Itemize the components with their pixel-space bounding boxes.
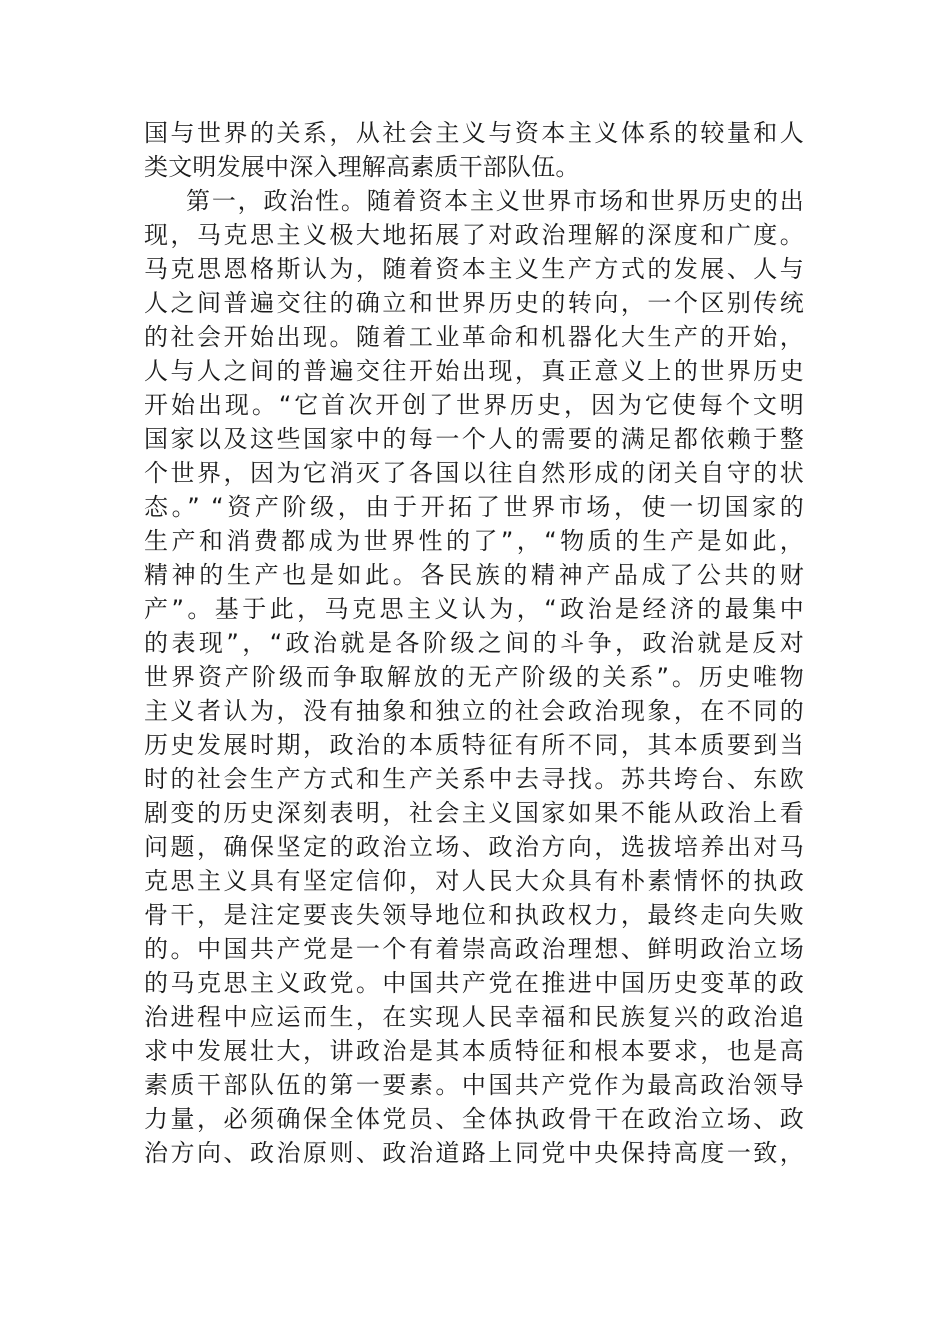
text-line: 人与人之间的普遍交往开始出现，真正意义上的世界历史 (144, 357, 804, 385)
text-line: 国与世界的关系，从社会主义与资本主义体系的较量和人 (144, 119, 804, 147)
body-text (144, 116, 804, 1170)
text-line: 马克思恩格斯认为，随着资本主义生产方式的发展、人与 (144, 255, 804, 283)
text-line: 人之间普遍交往的确立和世界历史的转向，一个区别传统 (144, 289, 804, 317)
text-line: 的。中国共产党是一个有着崇高政治理想、鲜明政治立场 (144, 935, 804, 963)
text-line: 问题，确保坚定的政治立场、政治方向，选拔培养出对马 (144, 833, 804, 861)
text-line: 个世界，因为它消灭了各国以往自然形成的闭关自守的状 (144, 459, 804, 487)
text-line: 剧变的历史深刻表明，社会主义国家如果不能从政治上看 (144, 799, 804, 827)
text-line: 态。” “资产阶级，由于开拓了世界市场，使一切国家的 (144, 493, 804, 521)
text-line: 的马克思主义政党。中国共产党在推进中国历史变革的政 (144, 969, 804, 997)
text-line: 开始出现。“它首次开创了世界历史，因为它使每个文明 (144, 391, 804, 419)
text-line: 产”。基于此，马克思主义认为，“政治是经济的最集中 (144, 595, 804, 623)
paragraph-first-line: 第一，政治性。随着资本主义世界市场和世界历史的出 (186, 187, 804, 215)
text-line: 现，马克思主义极大地拓展了对政治理解的深度和广度。 (144, 221, 804, 249)
text-line: 类文明发展中深入理解高素质干部队伍。 (144, 153, 580, 181)
text-line: 主义者认为，没有抽象和独立的社会政治现象，在不同的 (144, 697, 804, 725)
text-line: 求中发展壮大，讲政治是其本质特征和根本要求，也是高 (144, 1037, 804, 1065)
text-line: 治方向、政治原则、政治道路上同党中央保持高度一致， (144, 1139, 804, 1167)
text-line: 的表现”，“政治就是各阶级之间的斗争，政治就是反对 (144, 629, 804, 657)
text-line: 世界资产阶级而争取解放的无产阶级的关系”。历史唯物 (144, 663, 804, 691)
text-line: 素质干部队伍的第一要素。中国共产党作为最高政治领导 (144, 1071, 804, 1099)
text-line: 精神的生产也是如此。各民族的精神产品成了公共的财 (144, 561, 804, 589)
text-line: 克思主义具有坚定信仰，对人民大众具有朴素情怀的执政 (144, 867, 804, 895)
text-line: 治进程中应运而生，在实现人民幸福和民族复兴的政治追 (144, 1003, 804, 1031)
text-line: 的社会开始出现。随着工业革命和机器化大生产的开始， (144, 323, 804, 351)
text-line: 力量，必须确保全体党员、全体执政骨干在政治立场、政 (144, 1105, 804, 1133)
text-line: 国家以及这些国家中的每一个人的需要的满足都依赖于整 (144, 425, 804, 453)
text-line: 时的社会生产方式和生产关系中去寻找。苏共垮台、东欧 (144, 765, 804, 793)
text-line: 历史发展时期，政治的本质特征有所不同，其本质要到当 (144, 731, 804, 759)
text-line: 生产和消费都成为世界性的了”，“物质的生产是如此， (144, 527, 804, 555)
text-line: 骨干，是注定要丧失领导地位和执政权力，最终走向失败 (144, 901, 804, 929)
